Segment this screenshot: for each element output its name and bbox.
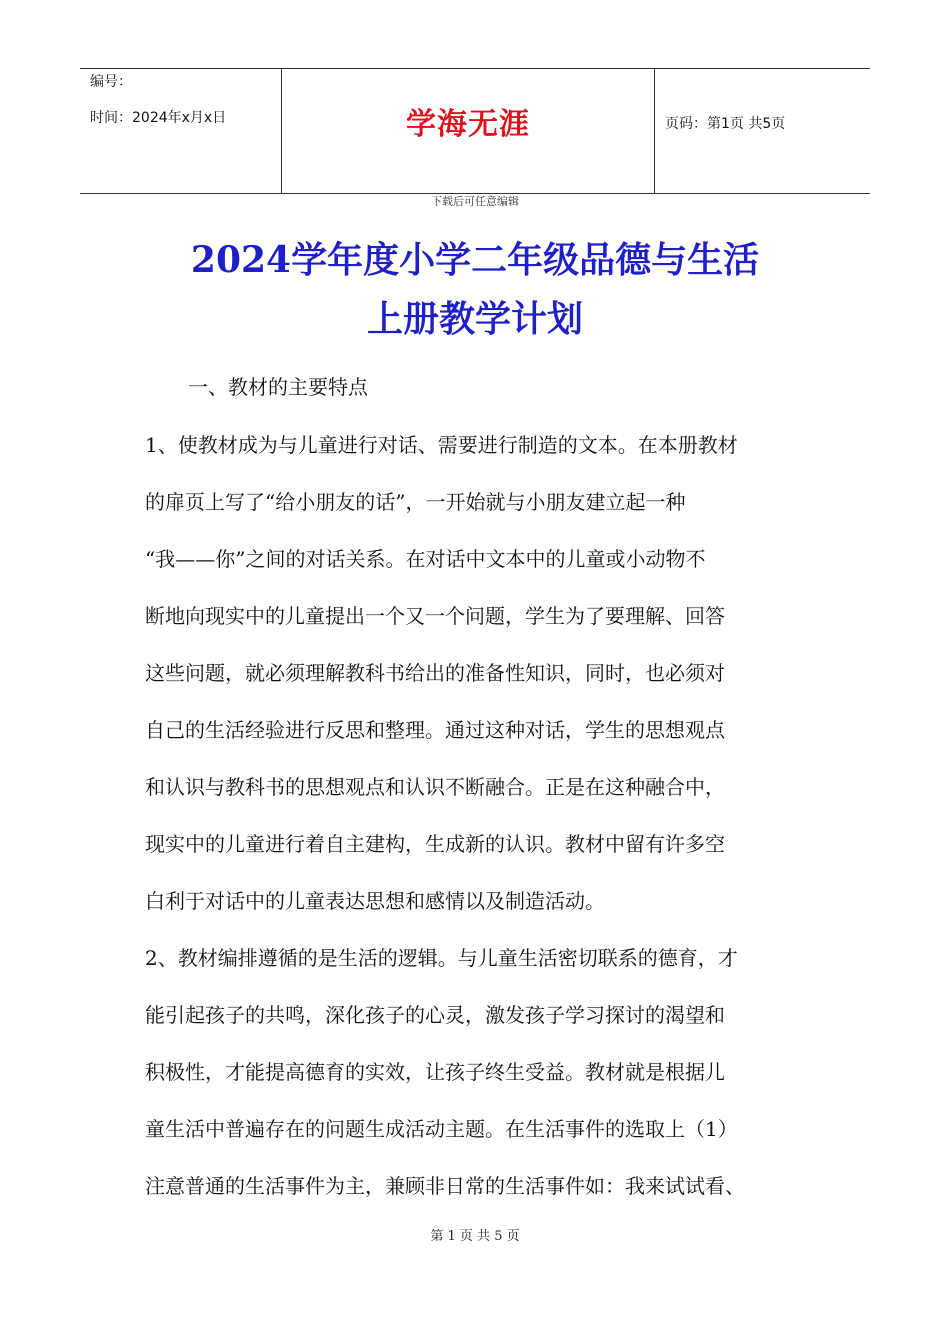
body-line: 和认识与教科书的思想观点和认识不断融合。正是在这种融合中， xyxy=(145,775,725,799)
brand-title: 学海无涯 xyxy=(406,107,530,142)
body-line: 童生活中普遍存在的问题生成活动主题。在生活事件的选取上（1） xyxy=(145,1117,738,1141)
body-line: 注意普通的生活事件为主，兼顾非日常的生活事件如：我来试试看、 xyxy=(145,1174,745,1198)
document-time-label: 时间：2024年x月x日 xyxy=(90,110,227,126)
header-brand-cell xyxy=(282,69,655,193)
header-info-cell xyxy=(80,69,282,193)
section-heading: 一、教材的主要特点 xyxy=(188,375,368,399)
download-note: 下载后可任意编辑 xyxy=(431,195,519,208)
body-line: 这些问题，就必须理解教科书给出的准备性知识，同时，也必须对 xyxy=(145,661,725,685)
body-line: 2、教材编排遵循的是生活的逻辑。与儿童生活密切联系的德育，才 xyxy=(145,946,738,970)
document-number-label: 编号： xyxy=(90,74,132,90)
body-line: 断地向现实中的儿童提出一个又一个问题，学生为了要理解、回答 xyxy=(145,604,725,628)
body-line: 积极性，才能提高德育的实效，让孩子终生受益。教材就是根据儿 xyxy=(145,1060,725,1084)
body-line: “我——你”之间的对话关系。在对话中文本中的儿童或小动物不 xyxy=(145,547,706,571)
header-table xyxy=(80,68,870,194)
header-page-cell xyxy=(655,69,870,193)
body-line: 白利于对话中的儿童表达思想和感情以及制造活动。 xyxy=(145,889,605,913)
body-line: 现实中的儿童进行着自主建构，生成新的认识。教材中留有许多空 xyxy=(145,832,725,856)
page-number-label: 页码：第1页 共5页 xyxy=(665,116,786,132)
body-line: 的扉页上写了“给小朋友的话”，一开始就与小朋友建立起一种 xyxy=(145,490,686,514)
body-line: 能引起孩子的共鸣，深化孩子的心灵，激发孩子学习探讨的渴望和 xyxy=(145,1003,725,1027)
page-footer: 第 1 页 共 5 页 xyxy=(430,1229,520,1244)
body-line: 1、使教材成为与儿童进行对话、需要进行制造的文本。在本册教材 xyxy=(145,433,738,457)
page-title-line-1: 2024学年度小学二年级品德与生活 xyxy=(190,239,760,281)
body-line: 自己的生活经验进行反思和整理。通过这种对话，学生的思想观点 xyxy=(145,718,725,742)
page-title-line-2: 上册教学计划 xyxy=(366,298,583,340)
